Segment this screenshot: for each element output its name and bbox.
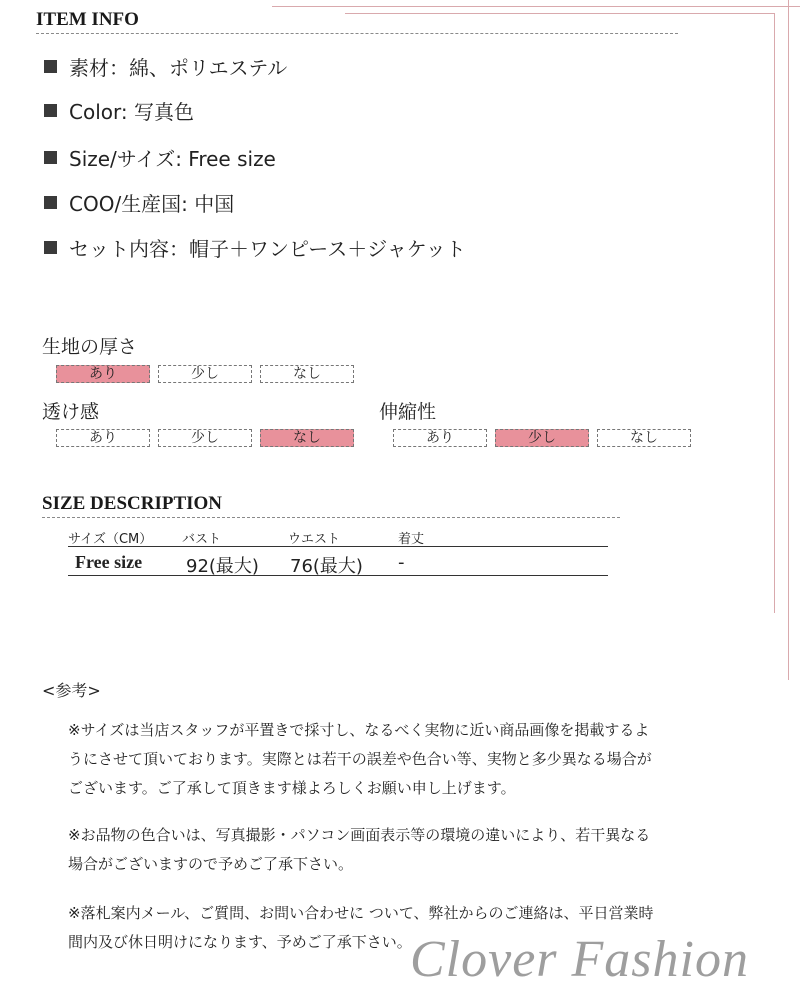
- size-row-underline: [68, 575, 608, 576]
- transparency-option-ari: あり: [56, 429, 150, 447]
- reference-note-2: ※お品物の色合いは、写真撮影・パソコン画面表示等の環境の違いにより、若干異なる 場合がございますので予めご了承下さい。: [68, 826, 651, 873]
- size-header-waist: ウエスト: [288, 532, 341, 547]
- transparency-option-nashi: なし: [260, 429, 354, 447]
- info-item-material: 素材：綿、ポリエステル: [44, 51, 287, 81]
- stretch-option-sukoshi: 少し: [495, 429, 589, 447]
- stretch-option-nashi: なし: [597, 429, 691, 447]
- stretch-option-ari: あり: [393, 429, 487, 447]
- transparency-option-sukoshi: 少し: [158, 429, 252, 447]
- frame-line-top-outer: [272, 6, 800, 7]
- reference-title: <参考>: [42, 681, 101, 700]
- size-header-underline: [68, 546, 608, 547]
- size-header-bust: バスト: [182, 532, 222, 547]
- info-item-size: Size/サイズ: Free size: [44, 142, 276, 172]
- square-bullet-icon: [44, 151, 57, 164]
- size-row-label: Free size: [75, 552, 143, 572]
- square-bullet-icon: [44, 196, 57, 209]
- thickness-option-ari: あり: [56, 365, 150, 383]
- reference-note-1: ※サイズは当店スタッフが平置きで採寸し、なるべく実物に近い商品画像を掲載するよ うにさせて頂いております。実際とは若干の誤差や色合い等、実物と多少異なる場合が ございます。ご了承して頂きます様よろしくお願い申し上げます。: [68, 721, 652, 797]
- info-item-color: Color: 写真色: [44, 95, 194, 125]
- reference-note-3: ※落札案内メール、ご質問、お問い合わせに ついて、弊社からのご連絡は、平日営業時 間内及び休日明けになります、予めご了承下さい。: [68, 904, 654, 951]
- stretch-label: 伸縮性: [379, 401, 437, 423]
- size-row-length: -: [398, 552, 405, 573]
- square-bullet-icon: [44, 104, 57, 117]
- size-row-waist: 76(最大): [290, 556, 363, 577]
- frame-line-right-inner: [774, 13, 775, 613]
- size-description-title: SIZE DESCRIPTION: [42, 493, 223, 514]
- item-info-divider: [36, 33, 678, 34]
- size-header-length: 着丈: [398, 532, 425, 547]
- info-item-coo: COO/生産国: 中国: [44, 187, 234, 217]
- frame-line-top-inner: [345, 13, 775, 14]
- size-description-divider: [42, 517, 620, 518]
- info-item-set-contents: セット内容：帽子＋ワンピース＋ジャケット: [44, 232, 466, 262]
- frame-line-right-outer: [788, 0, 789, 680]
- thickness-option-sukoshi: 少し: [158, 365, 252, 383]
- item-info-title: ITEM INFO: [36, 9, 139, 30]
- square-bullet-icon: [44, 241, 57, 254]
- size-header-size: サイズ（CM）: [68, 532, 153, 547]
- size-row-bust: 92(最大): [186, 556, 259, 577]
- transparency-label: 透け感: [42, 401, 100, 423]
- square-bullet-icon: [44, 60, 57, 73]
- thickness-option-nashi: なし: [260, 365, 354, 383]
- brand-watermark: Clover Fashion: [410, 931, 749, 988]
- thickness-label: 生地の厚さ: [42, 336, 138, 358]
